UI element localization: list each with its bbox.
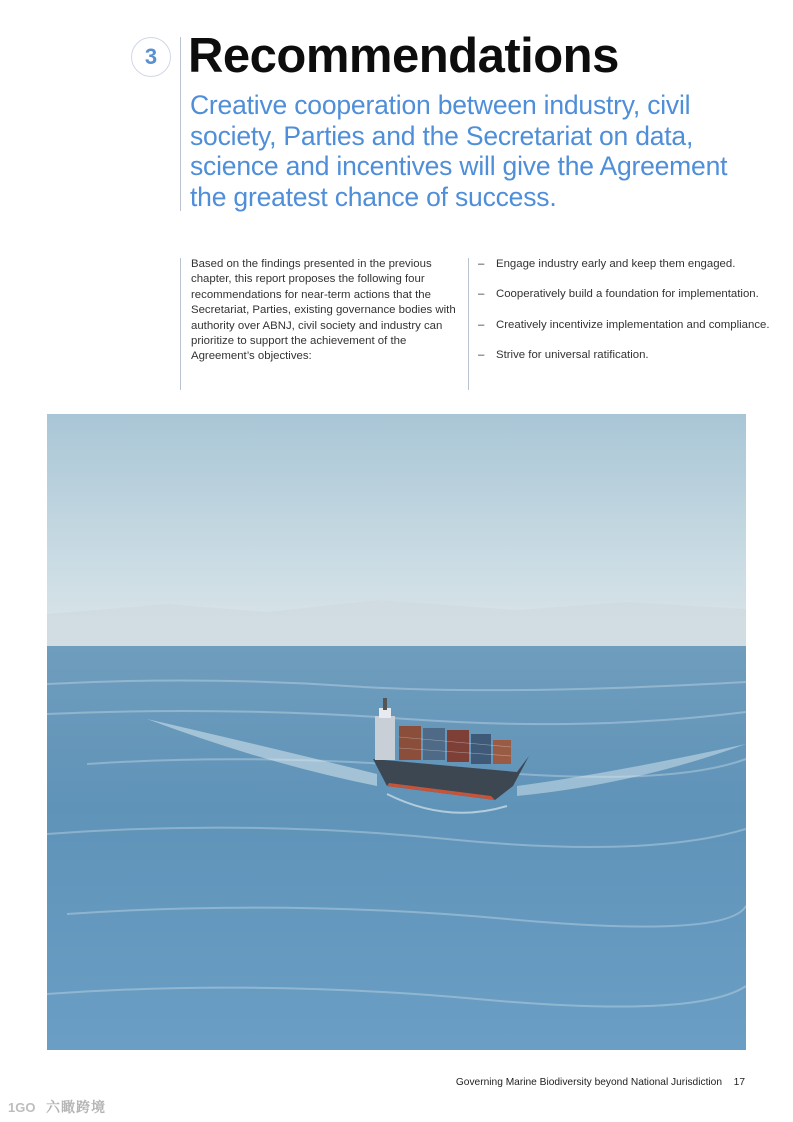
lead-paragraph: Creative cooperation between industry, civil society, Parties and the Secretariat on data, science and incentives will give the Agreement the greatest chance of success.: [190, 90, 728, 212]
column-divider: [468, 258, 469, 390]
dash-bullet: –: [478, 288, 485, 301]
heading-divider: [180, 37, 181, 211]
recommendation-item: [478, 348, 778, 363]
dash-bullet: –: [478, 318, 485, 331]
recommendation-item: [478, 257, 778, 272]
page-number: 17: [733, 1077, 745, 1088]
chapter-number-badge: [131, 37, 171, 77]
recommendation-text: Creatively incentivize implementation and compliance.: [496, 318, 770, 331]
watermark-logo-text: 1GO: [8, 1100, 36, 1115]
page-title: Recommendations: [188, 29, 619, 83]
recommendation-list: [478, 257, 778, 379]
recommendation-item: [478, 287, 778, 302]
dash-bullet: –: [478, 258, 485, 270]
recommendation-text: Engage industry early and keep them engaged.: [496, 258, 736, 270]
intro-paragraph: Based on the findings presented in the previous chapter, this report proposes the following four recommendations for near-term actions that the Secretariat, Parties, existing governance bodies with authority over ABNJ, civil society and industry can prioritize to support the achievement of the Agreement’s objectives:: [191, 258, 456, 363]
watermark-logo-icon: [8, 1099, 42, 1115]
footer-title: Governing Marine Biodiversity beyond National Jurisdiction: [455, 1077, 722, 1088]
watermark: [8, 1096, 106, 1118]
dash-bullet: –: [478, 349, 485, 362]
container-ship-photo: [47, 414, 746, 1050]
intro-divider: [180, 258, 181, 390]
recommendation-item: [478, 318, 778, 333]
recommendation-text: Strive for universal ratification.: [496, 349, 649, 362]
watermark-text: 六瞰跨境: [46, 1099, 106, 1115]
recommendation-text: Cooperatively build a foundation for implementation.: [496, 288, 759, 301]
chapter-number: 3: [144, 44, 158, 69]
